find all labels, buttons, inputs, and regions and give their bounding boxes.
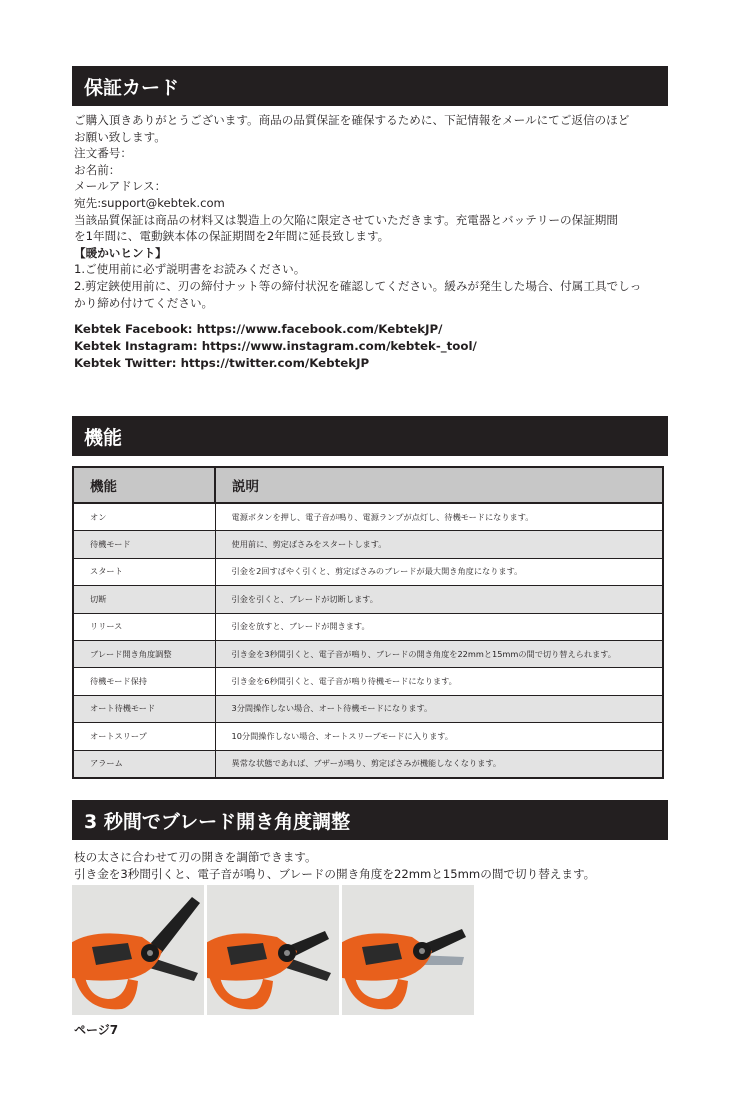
function-description: 10分間操作しない場合、オートスリープモードに入ります。 bbox=[215, 723, 663, 750]
intro-line-2: お願い致します。 bbox=[74, 129, 166, 144]
functions-heading-bar bbox=[72, 416, 668, 456]
function-description: 引き金を3秒間引くと、電子音が鳴り、ブレードの開き角度を22mmと15mmの間で切り替えられます。 bbox=[215, 640, 663, 667]
function-name: オートスリープ bbox=[73, 723, 215, 750]
table-header-row bbox=[73, 467, 663, 503]
function-description: 引金を2回すばやく引くと、剪定ばさみのブレードが最大開き角度になります。 bbox=[215, 558, 663, 585]
warranty-heading-bar bbox=[72, 66, 668, 106]
function-name: オート待機モード bbox=[73, 695, 215, 722]
function-description: 異常な状態であれば、ブザーが鳴り、剪定ばさみが機能しなくなります。 bbox=[215, 750, 663, 778]
pruner-photo-narrow bbox=[342, 885, 474, 1015]
table-row bbox=[73, 503, 663, 531]
intro-line-1: ご購入頂きありがとうございます。商品の品質保証を確保するために、下記情報をメールにてご返信のほど bbox=[74, 113, 630, 127]
functions-heading: 機能 bbox=[84, 426, 123, 449]
function-name: ブレード開き角度調整 bbox=[73, 640, 215, 667]
pruner-photo-wide-open bbox=[72, 885, 204, 1015]
table-row bbox=[73, 586, 663, 613]
function-description: 使用前に、剪定ばさみをスタートします。 bbox=[215, 531, 663, 558]
column-header-description: 説明 bbox=[215, 467, 663, 503]
function-description: 引金を放すと、ブレードが開きます。 bbox=[215, 613, 663, 640]
function-name: 切断 bbox=[73, 586, 215, 613]
warranty-heading: 保証カード bbox=[84, 76, 180, 99]
hint-2-line-1: 2.剪定鋏使用前に、刃の締付ナット等の締付状況を確認してください。緩みが発生した場合、付属工具でしっ bbox=[74, 278, 642, 293]
policy-line-2: を1年間に、電動鋏本体の保証期間を2年間に延長致します。 bbox=[74, 229, 390, 244]
blade-heading: 3 秒間でブレード開き角度調整 bbox=[84, 810, 351, 833]
function-name: リリース bbox=[73, 613, 215, 640]
blade-body bbox=[74, 849, 595, 882]
blade-line-2: 引き金を3秒間引くと、電子音が鳴り、ブレードの開き角度を22mmと15mmの間で切り替えます。 bbox=[74, 866, 596, 881]
function-description: 引き金を6秒間引くと、電子音が鳴り待機モードになります。 bbox=[215, 668, 663, 695]
table-row bbox=[73, 695, 663, 722]
table-row bbox=[73, 723, 663, 750]
pruner-photos bbox=[72, 885, 474, 1015]
blade-heading-bar bbox=[72, 800, 668, 840]
hint-title: 【暖かいヒント】 bbox=[74, 245, 167, 260]
pruner-photo-open bbox=[207, 885, 339, 1015]
page-number: ページ7 bbox=[74, 1023, 119, 1037]
function-description: 電源ボタンを押し、電子音が鳴り、電源ランプが点灯し、待機モードになります。 bbox=[215, 503, 663, 531]
functions-table bbox=[72, 466, 664, 779]
table-row bbox=[73, 613, 663, 640]
function-name: 待機モード保持 bbox=[73, 668, 215, 695]
send-to-address: 宛先:support@kebtek.com bbox=[74, 195, 225, 210]
blade-line-1: 枝の太さに合わせて刃の開きを調節できます。 bbox=[74, 850, 317, 864]
hint-2-line-2: かり締め付けてください。 bbox=[74, 295, 214, 310]
function-name: スタート bbox=[73, 558, 215, 585]
hint-1: 1.ご使用前に必ず説明書をお読みください。 bbox=[74, 262, 306, 277]
facebook-link[interactable]: Kebtek Facebook: https://www.facebook.com/KebtekJP/ bbox=[74, 322, 443, 336]
table-row bbox=[73, 531, 663, 558]
column-header-function: 機能 bbox=[73, 467, 215, 503]
table-row bbox=[73, 558, 663, 585]
table-row bbox=[73, 668, 663, 695]
function-name: アラーム bbox=[73, 750, 215, 778]
social-links bbox=[74, 321, 477, 372]
twitter-link[interactable]: Kebtek Twitter: https://twitter.com/KebtekJP bbox=[74, 356, 370, 370]
email-label: メールアドレス： bbox=[74, 179, 167, 194]
function-description: 3分間操作しない場合、オート待機モードになります。 bbox=[215, 695, 663, 722]
warranty-body bbox=[74, 112, 641, 311]
function-name: 待機モード bbox=[73, 531, 215, 558]
function-name: オン bbox=[73, 503, 215, 531]
instagram-link[interactable]: Kebtek Instagram: https://www.instagram.com/kebtek-_tool/ bbox=[74, 339, 477, 353]
table-row bbox=[73, 640, 663, 667]
function-description: 引金を引くと、ブレードが切断します。 bbox=[215, 586, 663, 613]
table-row bbox=[73, 750, 663, 778]
policy-line-1: 当該品質保証は商品の材料又は製造上の欠陥に限定させていただきます。充電器とバッテリーの保証期間 bbox=[74, 212, 618, 227]
name-label: お名前： bbox=[74, 162, 121, 177]
order-number-label: 注文番号： bbox=[74, 146, 132, 161]
